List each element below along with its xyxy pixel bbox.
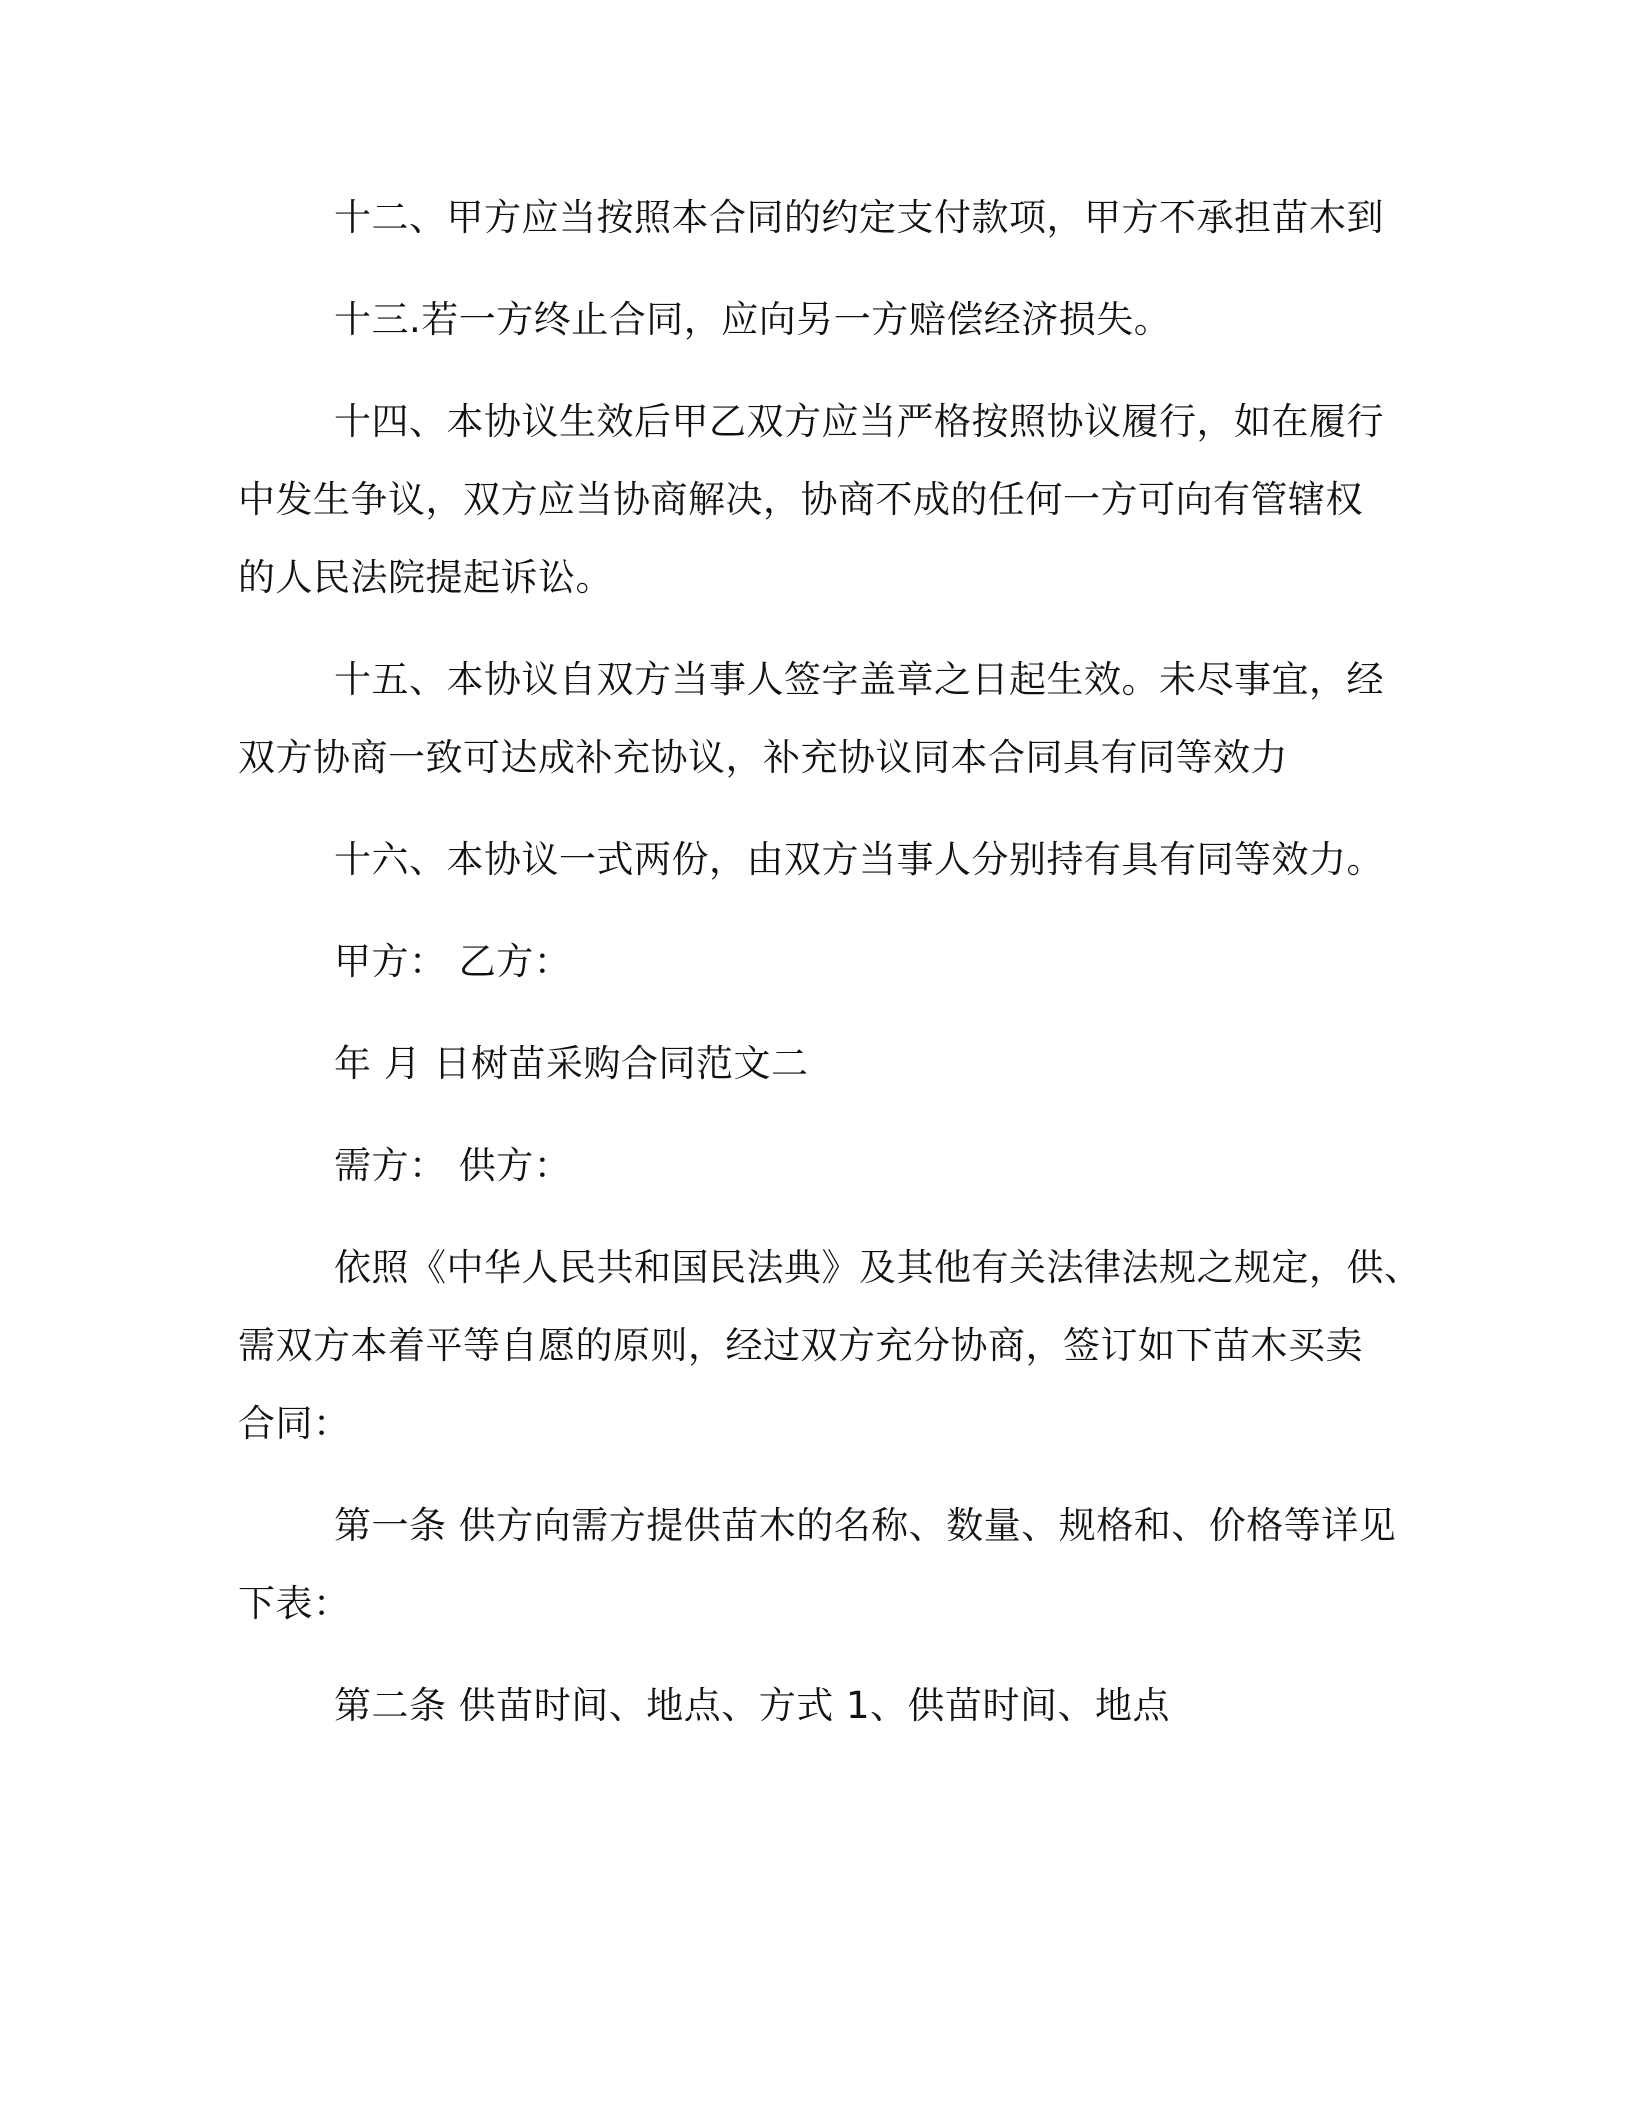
clause-14-line-2: 中发生争议，双方应当协商解决，协商不成的任何一方可向有管辖权 [238,478,1363,521]
preamble-line-1: 依照《中华人民共和国民法典》及其他有关法律法规之规定，供、 [334,1246,1422,1289]
clause-16-line-1: 十六、本协议一式两份，由双方当事人分别持有具有同等效力。 [334,838,1384,881]
article-1-line-2: 下表： [238,1582,351,1625]
preamble-line-3: 合同： [238,1402,351,1445]
clause-12-line-1: 十二、甲方应当按照本合同的约定支付款项，甲方不承担苗木到 [334,196,1384,239]
date-and-title-line: 年 月 日树苗采购合同范文二 [334,1042,809,1085]
clause-14-line-3: 的人民法院提起诉讼。 [238,556,613,599]
parties-signature-line: 甲方： 乙方： [334,940,572,983]
buyer-supplier-line: 需方： 供方： [334,1144,572,1187]
preamble-line-2: 需双方本着平等自愿的原则，经过双方充分协商，签订如下苗木买卖 [238,1324,1363,1367]
clause-15-line-2: 双方协商一致可达成补充协议，补充协议同本合同具有同等效力 [238,736,1288,779]
article-1-line-1: 第一条 供方向需方提供苗木的名称、数量、规格和、价格等详见 [334,1504,1397,1547]
article-2-line-1: 第二条 供苗时间、地点、方式 1、供苗时间、地点 [334,1684,1171,1727]
clause-15-line-1: 十五、本协议自双方当事人签字盖章之日起生效。未尽事宜，经 [334,658,1384,701]
clause-14-line-1: 十四、本协议生效后甲乙双方应当严格按照协议履行，如在履行 [334,400,1384,443]
clause-13-line-1: 十三.若一方终止合同，应向另一方赔偿经济损失。 [334,298,1172,341]
